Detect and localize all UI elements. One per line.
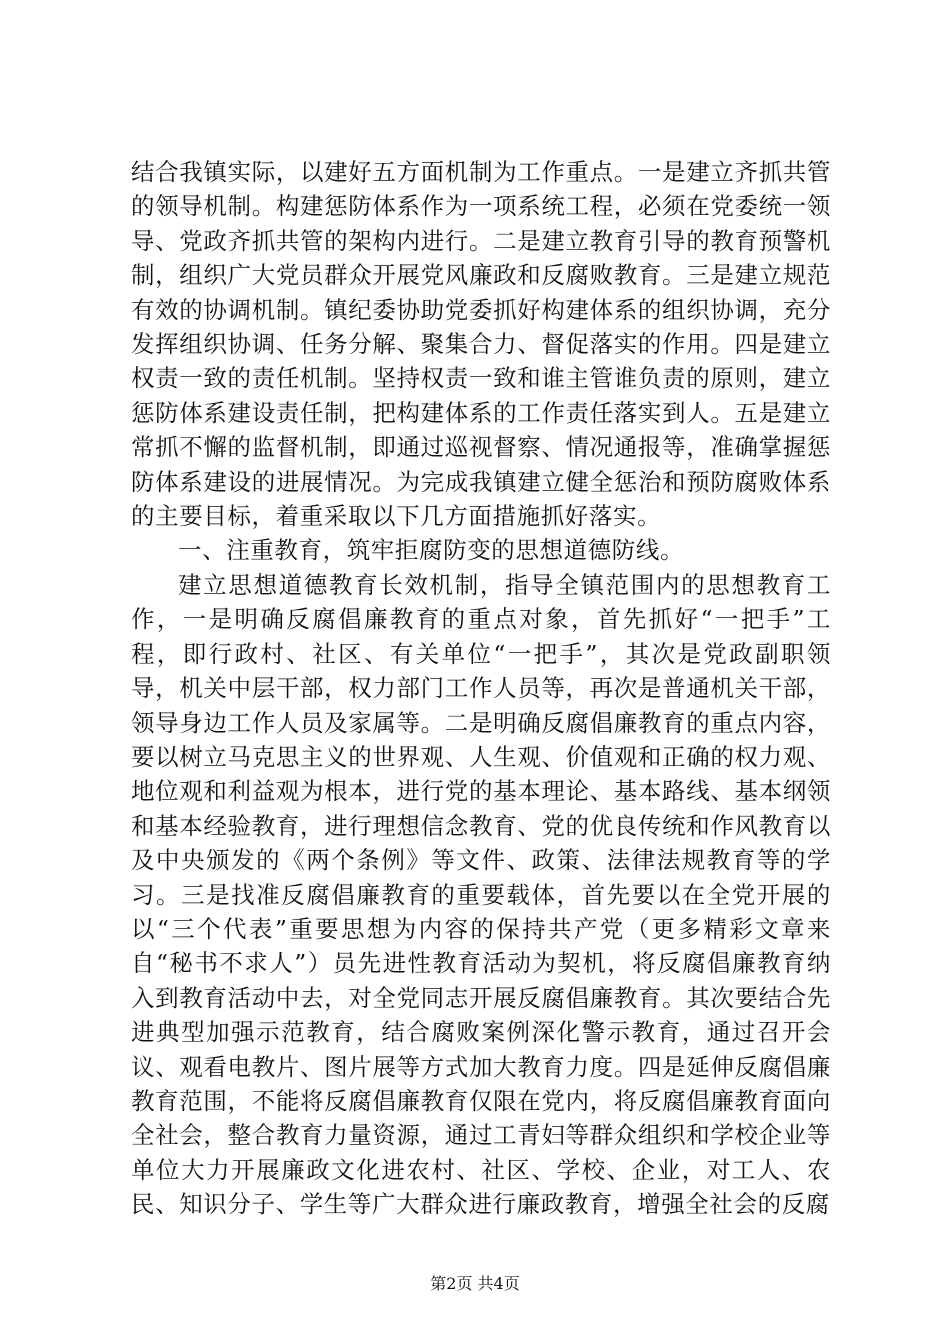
paragraph-continuation: 结合我镇实际，以建好五方面机制为工作重点。一是建立齐抓共管的领导机制。构建惩防体系作为一项系统工程，必须在党委统一领导、党政齐抓共管的架构内进行。二是建立教育引导的教育预警机制，组织广大党员群众开展党风廉政和反腐败教育。三是建立规范有效的协调机制。镇纪委协助党委抓好构建体系的组织协调，充分发挥组织协调、任务分解、聚集合力、督促落实的作用。四是建立权责一致的责任机制。坚持权责一致和谁主管谁负责的原则，建立惩防体系建设责任制，把构建体系的工作责任落实到人。五是建立常抓不懈的监督机制，即通过巡视督察、情况通报等，准确掌握惩防体系建设的进展情况。为完成我镇建立健全惩治和预防腐败体系的主要目标，着重采取以下几方面措施抓好落实。 xyxy=(131,158,831,531)
section-heading: 一、注重教育，筑牢拒腐防变的思想道德防线。 xyxy=(178,536,685,565)
document-body xyxy=(131,155,831,1222)
page-footer xyxy=(0,1271,950,1294)
paragraph-education: 建立思想道德教育长效机制，指导全镇范围内的思想教育工作，一是明确反腐倡廉教育的重点对象，首先抓好“一把手”工程，即行政村、社区、有关单位“一把手”，其次是党政副职领导，机关中层干部，权力部门工作人员等，再次是普通机关干部，领导身边工作人员及家属等。二是明确反腐倡廉教育的重点内容，要以树立马克思主义的世界观、人生观、价值观和正确的权力观、地位观和利益观为根本，进行党的基本理论、基本路线、基本纲领和基本经验教育，进行理想信念教育、党的优良传统和作风教育以及中央颁发的《两个条例》等文件、政策、法律法规教育等的学习。三是找准反腐倡廉教育的重要载体，首先要以在全党开展的以“三个代表”重要思想为内容的保持共产党（更多精彩文章来自“秘书不求人”）员先进性教育活动为契机，将反腐倡廉教育纳入到教育活动中去，对全党同志开展反腐倡廉教育。其次要结合先进典型加强示范教育，结合腐败案例深化警示教育，通过召开会议、观看电教片、图片展等方式加大教育力度。四是延伸反腐倡廉教育范围，不能将反腐倡廉教育仅限在党内，将反腐倡廉教育面向全社会，整合教育力量资源，通过工青妇等群众组织和学校企业等单位大力开展廉政文化进农村、社区、学校、企业，对工人、农民、知识分子、学生等广大群众进行廉政教育，增强全社会的反腐 xyxy=(131,570,831,1219)
page-number: 第2页 共4页 xyxy=(430,1274,520,1293)
